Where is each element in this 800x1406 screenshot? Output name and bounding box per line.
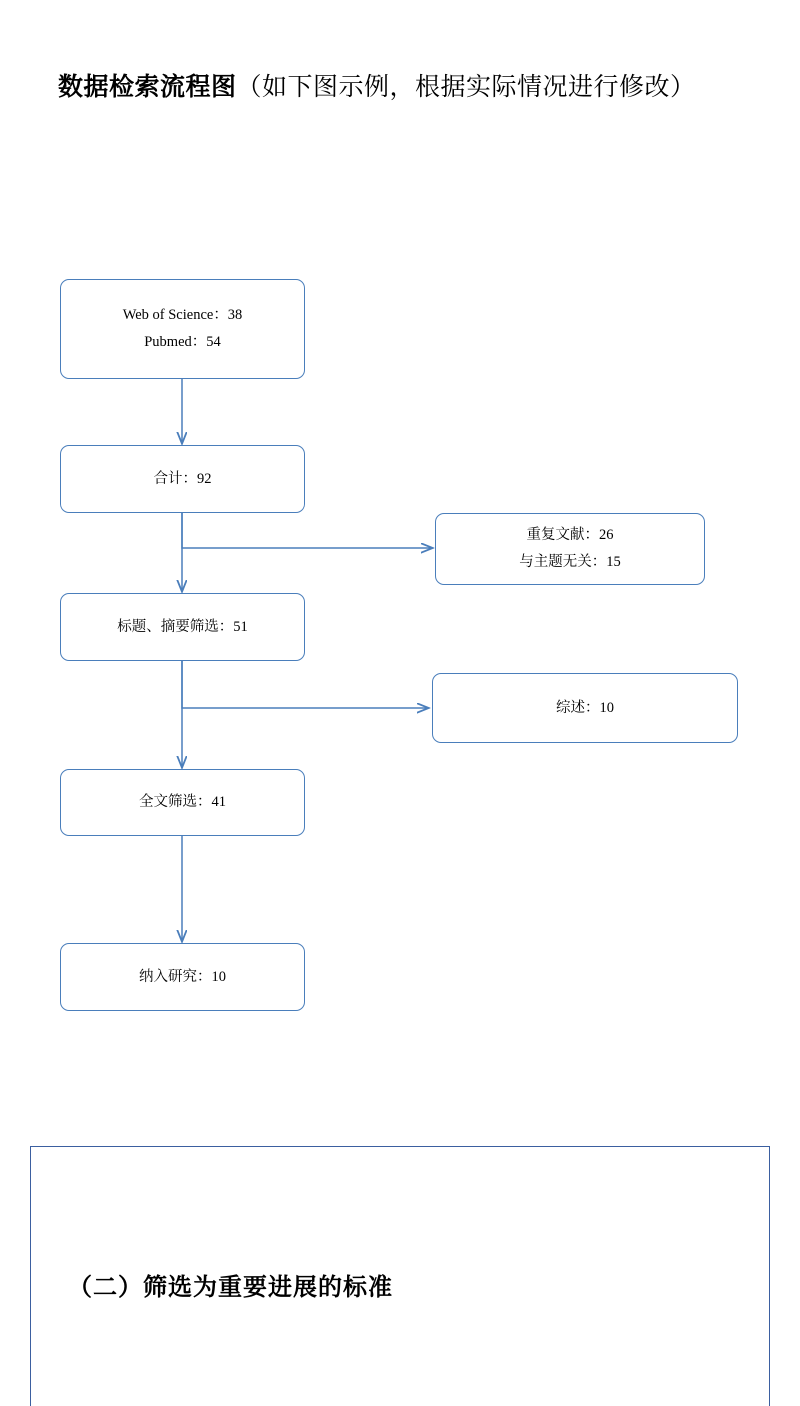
page-title: [58, 58, 748, 117]
flow-node-included-line-1: 纳入研究：10: [139, 968, 226, 985]
flow-node-fulltext-screen[interactable]: [60, 769, 305, 836]
flow-node-sources-line-2: Pubmed：54: [144, 334, 221, 350]
section-title: （二）筛选为重要进展的标准: [68, 1274, 393, 1301]
flow-node-title-abstract-screen-line-1: 标题、摘要筛选：51: [117, 618, 248, 635]
flow-node-excluded-duplicates-line-1: 重复文献：26: [526, 527, 614, 543]
flow-node-title-abstract-screen[interactable]: [60, 593, 305, 661]
flow-node-included[interactable]: [60, 943, 305, 1011]
flow-node-excluded-reviews[interactable]: [432, 673, 738, 743]
page-title-bold: 数据检索流程图: [58, 73, 237, 101]
flow-node-sources-line-1: Web of Science：38: [122, 307, 243, 323]
flow-node-fulltext-screen-line-1: 全文筛选：41: [139, 794, 226, 810]
flow-node-excluded-duplicates[interactable]: [435, 513, 705, 585]
flow-node-excluded-reviews-line-1: 综述：10: [556, 699, 614, 716]
flow-node-excluded-duplicates-line-2: 与主题无关：15: [519, 554, 621, 570]
flow-node-total-line-1: 合计：92: [153, 470, 212, 487]
flow-node-total[interactable]: [60, 445, 305, 513]
page-title-note: （如下图示例，根据实际情况进行修改）: [236, 73, 696, 101]
flow-node-sources[interactable]: [60, 279, 305, 379]
